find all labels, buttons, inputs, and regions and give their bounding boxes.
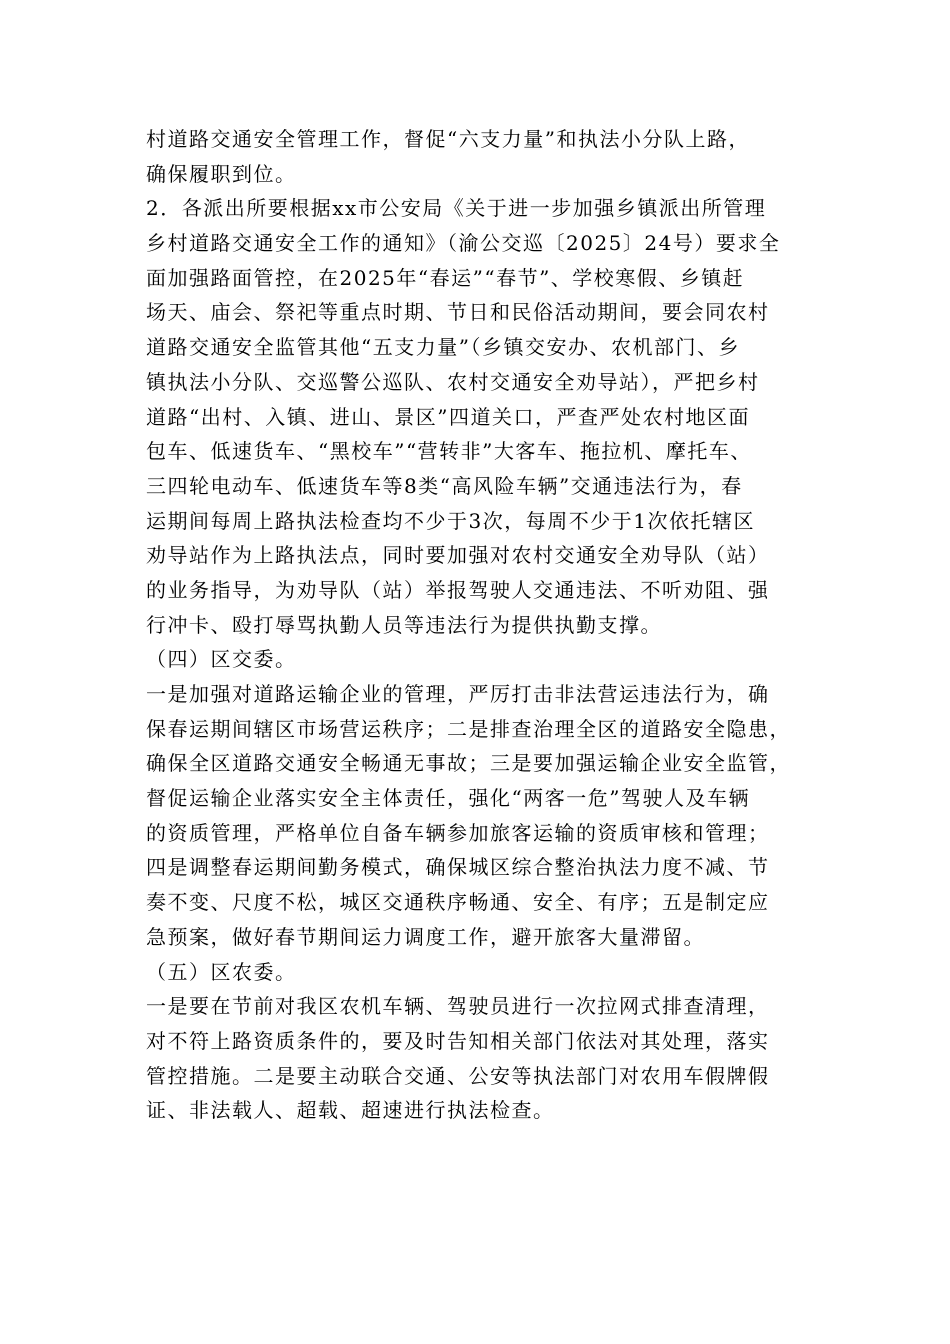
text-line: 确保全区道路交通安全畅通无事故；三是要加强运输企业安全监管， <box>146 751 791 776</box>
text-line: 四是调整春运期间勤务模式，确保城区综合整治执法力度不减、节 <box>146 855 770 880</box>
text-line: 乡村道路交通安全工作的通知》（渝公交巡〔2025〕24号）要求全 <box>146 231 781 256</box>
text-line: 运期间每周上路执法检查均不少于3次，每周不少于1次依托辖区 <box>146 508 755 533</box>
document-body <box>146 122 818 1128</box>
text-line: 包车、低速货车、“黑校车”“营转非”大客车、拖拉机、摩托车、 <box>146 439 752 464</box>
text-line: 劝导站作为上路执法点，同时要加强对农村交通安全劝导队（站） <box>146 543 770 568</box>
text-line: 确保履职到位。 <box>146 161 297 186</box>
text-line: 行冲卡、殴打辱骂执勤人员等违法行为提供执勤支撑。 <box>146 612 662 637</box>
text-line: 镇执法小分队、交巡警公巡队、农村交通安全劝导站），严把乡村 <box>146 369 760 394</box>
text-line: 证、非法载人、超载、超速进行执法检查。 <box>146 1098 555 1123</box>
text-line: 场天、庙会、祭祀等重点时期、节日和民俗活动期间，要会同农村 <box>146 300 770 325</box>
text-line: 保春运期间辖区市场营运秩序；二是排查治理全区的道路安全隐患， <box>146 716 791 741</box>
text-line: 对不符上路资质条件的，要及时告知相关部门依法对其处理，落实 <box>146 1028 770 1053</box>
text-line: 三四轮电动车、低速货车等8类“高风险车辆”交通违法行为，春 <box>146 473 743 498</box>
text-line: 管控措施。二是要主动联合交通、公安等执法部门对农用车假牌假 <box>146 1063 770 1088</box>
text-line: 村道路交通安全管理工作，督促“六支力量”和执法小分队上路， <box>146 127 750 151</box>
text-line: 2．各派出所要根据xx市公安局《关于进一步加强乡镇派出所管理 <box>146 196 767 221</box>
text-line: 道路交通安全监管其他“五支力量”（乡镇交安办、农机部门、乡 <box>146 335 740 360</box>
text-line: 督促运输企业落实安全主体责任，强化“两客一危”驾驶人及车辆 <box>146 786 750 811</box>
text-line: 的业务指导，为劝导队（站）举报驾驶人交通违法、不听劝阻、强 <box>146 577 770 602</box>
text-line: 面加强路面管控，在2025年“春运”“春节”、学校寒假、乡镇赶 <box>146 265 745 290</box>
text-line: 急预案，做好春节期间运力调度工作，避开旅客大量滞留。 <box>146 924 705 949</box>
text-line: 一是要在节前对我区农机车辆、驾驶员进行一次拉网式排查清理， <box>146 994 770 1019</box>
text-line: 一是加强对道路运输企业的管理，严厉打击非法营运违法行为，确 <box>146 682 770 706</box>
text-line: 奏不变、尺度不松，城区交通秩序畅通、安全、有序；五是制定应 <box>146 890 770 915</box>
section-heading: （四）区交委。 <box>146 647 297 672</box>
text-line: 的资质管理，严格单位自备车辆参加旅客运输的资质审核和管理； <box>146 820 770 845</box>
section-heading: （五）区农委。 <box>146 959 297 984</box>
text-line: 道路“出村、入镇、进山、景区”四道关口，严查严处农村地区面 <box>146 404 750 429</box>
